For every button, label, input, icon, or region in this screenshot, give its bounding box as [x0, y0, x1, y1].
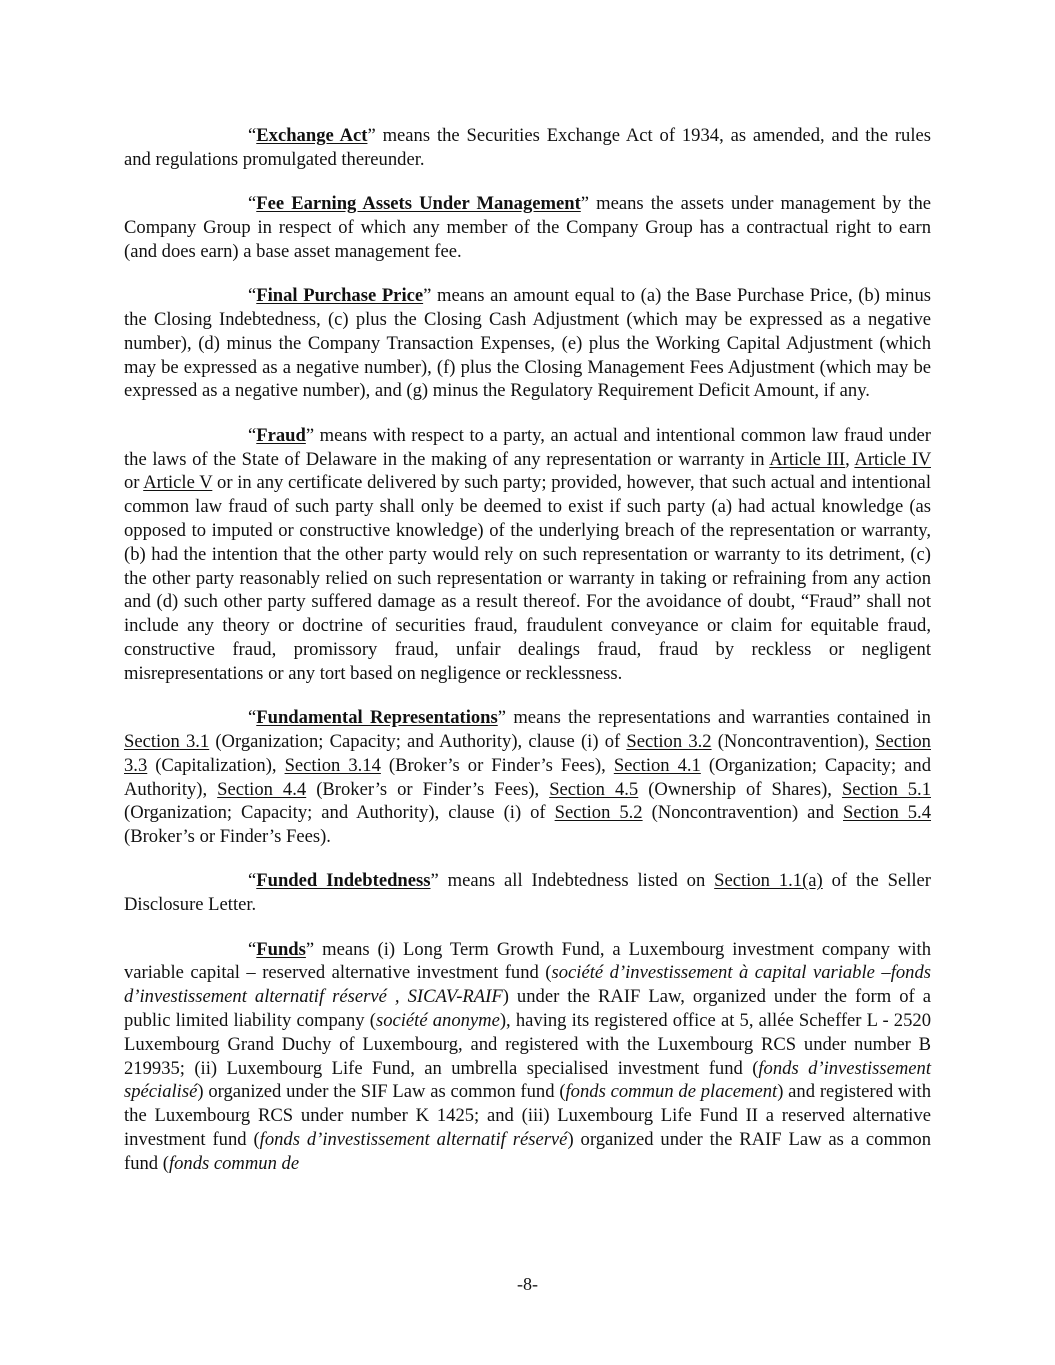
definition-exchange-act [124, 124, 931, 172]
cross-reference-section-5-4[interactable]: Section 5.4 [843, 802, 932, 824]
cross-reference-section-1-1a[interactable]: Section 1.1(a) [714, 870, 823, 892]
italic-foreign-term: fonds commun de placement [565, 1081, 778, 1103]
document-page [124, 124, 931, 1196]
definition-text: ) and registered with the Luxembourg RCS under number K 1425; and (iii) Luxembourg Life Fund II a reserved alternative investment fund ( [124, 1081, 931, 1151]
italic-foreign-term: société d’investissement à capital variable –fonds d’investissement alternatif réservé , SICAV-RAIF [124, 962, 931, 1008]
definition-funds [124, 938, 931, 1176]
cross-reference-article-iii[interactable]: Article III [769, 448, 846, 470]
defined-term: Fee Earning Assets Under Management [256, 193, 581, 215]
open-quote: “ [248, 424, 257, 446]
definition-text: ) under the RAIF Law, organized under the form of a public limited liability company ( [124, 986, 931, 1032]
defined-term: Fundamental Representations [256, 707, 498, 729]
definition-funded-indebtedness [124, 869, 931, 917]
definition-text: means the representations and warranties contained in [506, 707, 931, 729]
definition-text: (Capitalization), [147, 754, 285, 776]
close-quote: ” [423, 285, 432, 307]
cross-reference-section-3-2[interactable]: Section 3.2 [626, 730, 712, 752]
definition-text: means all Indebtedness listed on [438, 870, 715, 892]
cross-reference-article-v[interactable]: Article V [143, 472, 213, 494]
definition-text: (Organization; Capacity; and Authority), [124, 754, 931, 800]
definition-text: ), having its registered office at 5, allée Scheffer L - 2520 Luxembourg Grand Duchy of Luxembourg, and registered with the Luxembourg RCS under number B 219935; (ii) Luxembourg Life Fund, an umbrella specialised investment fund ( [124, 1010, 931, 1079]
definition-text: (Broker’s or Finder’s Fees). [124, 826, 331, 848]
cross-reference-section-4-5[interactable]: Section 4.5 [549, 778, 639, 800]
definition-text: ) organized under the SIF Law as common fund ( [197, 1081, 566, 1103]
definition-text: (Broker’s or Finder’s Fees), [380, 754, 614, 776]
page-number: -8- [517, 1274, 538, 1294]
cross-reference-section-5-1[interactable]: Section 5.1 [841, 778, 931, 800]
definition-fee-earning-aum [124, 192, 931, 263]
cross-reference-section-3-14[interactable]: Section 3.14 [284, 754, 381, 776]
open-quote: “ [248, 707, 257, 729]
definition-text: of the Seller Disclosure Letter. [124, 870, 931, 916]
italic-foreign-term: fonds d’investissement spécialisé [124, 1057, 931, 1103]
close-quote: ” [305, 938, 315, 960]
definition-text: , [845, 448, 855, 470]
definition-text: or in any certificate delivered by such party; provided, however, that such actual and intentional common law fraud of such party shall only be deemed to exist if such party (a) had actual knowledge (as opposed to imputed or constructive knowledge) of the underlying breach of the representation or warranty, (b) had the intention that the other party would rely on such representation or warranty to its detriment, (c) the other party reasonably relied on such representation or warranty in taking or refraining from any action and (d) such other party suffered damage as a result thereof. For the avoidance of doubt, “Fraud” shall not include any theory or doctrine of securities fraud, fraudulent conveyance or claim for equitable fraud, constructive fraud, promissory fraud, unfair dealings fraud, fraud by reckless or negligent misrepresentations or any tort based on negligence or recklessness. [124, 472, 931, 684]
cross-reference-article-iv[interactable]: Article IV [854, 448, 931, 470]
definition-text: means the assets under management by the Company Group in respect of which any member of the Company Group has a contractual right to earn (and does earn) a base asset management fee. [124, 193, 931, 262]
close-quote: ” [430, 870, 439, 892]
definition-fraud [124, 424, 931, 686]
definition-fundamental-representations [124, 706, 931, 849]
cross-reference-section-3-3[interactable]: Section 3.3 [124, 730, 931, 776]
definition-text: means (i) Long Term Growth Fund, a Luxembourg investment company with variable capital – reserved alternative investment fund ( [124, 938, 931, 984]
defined-term: Final Purchase Price [256, 285, 424, 307]
definition-text: means with respect to a party, an actual and intentional common law fraud under the laws of the State of Delaware in the making of any representation or warranty in [124, 424, 931, 470]
open-quote: “ [248, 938, 257, 960]
open-quote: “ [248, 870, 257, 892]
cross-reference-section-4-4[interactable]: Section 4.4 [217, 778, 307, 800]
cross-reference-section-4-1[interactable]: Section 4.1 [613, 754, 701, 776]
italic-foreign-term: fonds d’investissement alternatif réservé [259, 1129, 568, 1151]
definition-text: means an amount equal to (a) the Base Purchase Price, (b) minus the Closing Indebtedness, (c) plus the Closing Cash Adjustment (which may be expressed as a negative number), (d) minus the Company Transaction Expenses, (e) plus the Working Capital Adjustment (which may be expressed as a negative number), (f) plus the Closing Management Fees Adjustment (which may be expressed as a negative number), and (g) minus the Regulatory Requirement Deficit Amount, if any. [124, 285, 931, 402]
open-quote: “ [248, 285, 257, 307]
definition-text: (Noncontravention) and [642, 802, 844, 824]
italic-foreign-term: fonds commun de [168, 1152, 300, 1174]
defined-term: Exchange Act [256, 125, 368, 146]
definition-text: (Organization; Capacity; and Authority), clause (i) of [124, 802, 555, 824]
definition-text: ) organized under the RAIF Law as a common fund ( [124, 1129, 931, 1174]
cross-reference-section-3-1[interactable]: Section 3.1 [124, 730, 210, 752]
defined-term: Funded Indebtedness [256, 870, 431, 892]
close-quote: ” [580, 193, 590, 215]
definition-text: (Broker’s or Finder’s Fees), [306, 778, 550, 800]
definition-text: (Organization; Capacity; and Authority), clause (i) of [209, 730, 627, 752]
close-quote: ” [367, 125, 376, 146]
definition-text: (Noncontravention), [711, 730, 876, 752]
defined-term: Fraud [256, 424, 306, 446]
cross-reference-section-5-2[interactable]: Section 5.2 [554, 802, 643, 824]
italic-foreign-term: société anonyme [375, 1010, 500, 1032]
close-quote: ” [305, 424, 315, 446]
definition-text: (Ownership of Shares), [638, 778, 842, 800]
definition-final-purchase-price [124, 284, 931, 403]
definition-text: or [124, 472, 144, 494]
open-quote: “ [248, 125, 257, 146]
open-quote: “ [248, 193, 257, 215]
defined-term: Funds [256, 938, 306, 960]
definition-text: means the Securities Exchange Act of 1934, as amended, and the rules and regulations promulgated thereunder. [124, 125, 931, 170]
close-quote: ” [497, 707, 506, 729]
